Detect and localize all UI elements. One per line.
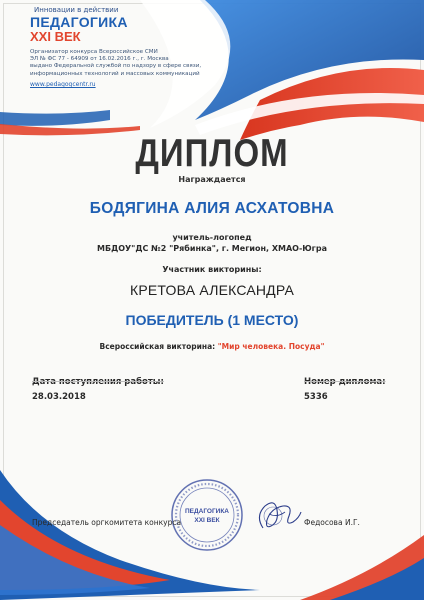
number-value: 5336 bbox=[304, 392, 328, 402]
innovation-tagline: Инновации в действии bbox=[34, 6, 119, 14]
website-link[interactable]: www.pedagogcentr.ru bbox=[30, 80, 96, 88]
quiz-label: Всероссийская викторина: bbox=[99, 342, 216, 351]
participant-name: КРЕТОВА АЛЕКСАНДРА bbox=[130, 282, 294, 298]
organizer-line: выдано Федеральной службой по надзору в сфере связи, bbox=[30, 63, 202, 70]
position-title: учитель-логопед bbox=[172, 233, 252, 242]
recipient-name: БОДЯГИНА АЛИЯ АСХАТОВНА bbox=[89, 200, 335, 217]
winner-place: ПОБЕДИТЕЛЬ (1 МЕСТО) bbox=[125, 312, 299, 328]
seal-stamp-icon bbox=[170, 478, 244, 552]
logo-subtitle: XXI ВЕК bbox=[30, 29, 81, 44]
awarded-label: Награждается bbox=[178, 175, 246, 184]
date-label: Дата поступления работы: bbox=[32, 377, 164, 387]
seal-subtitle: XXI ВЕК bbox=[194, 517, 220, 524]
seal-title: ПЕДАГОГИКА bbox=[184, 508, 230, 515]
participant-label: Участник викторины: bbox=[162, 265, 262, 274]
signature-icon bbox=[249, 496, 305, 536]
signer-name: Федосова И.Г. bbox=[304, 518, 360, 527]
organizer-line: Организатор конкурса Всероссийское СМИ bbox=[30, 49, 158, 55]
organizer-info bbox=[30, 49, 205, 78]
number-label: Номер диплома: bbox=[304, 377, 386, 387]
header-block bbox=[30, 6, 200, 88]
organizer-line: ЭЛ № ФС 77 - 64909 от 16.02.2016 г., г. Москва bbox=[30, 56, 169, 63]
organizer-line: информационных технологий и массовых коммуникаций bbox=[30, 70, 200, 77]
date-value: 28.03.2018 bbox=[32, 392, 86, 402]
recipient-position bbox=[0, 232, 424, 254]
quiz-line bbox=[0, 342, 424, 351]
chairman-label: Председатель оргкомитета конкурса bbox=[32, 518, 182, 527]
institution-name: МБДОУ"ДС №2 "Рябинка", г. Мегион, ХМАО-Югра bbox=[97, 244, 327, 253]
diploma-number-block bbox=[304, 377, 386, 402]
logo-title: ПЕДАГОГИКА bbox=[30, 14, 128, 30]
submission-date-block bbox=[32, 377, 164, 402]
quiz-name: "Мир человека. Посуда" bbox=[217, 342, 325, 351]
diploma-title: ДИПЛОМ bbox=[135, 130, 289, 175]
